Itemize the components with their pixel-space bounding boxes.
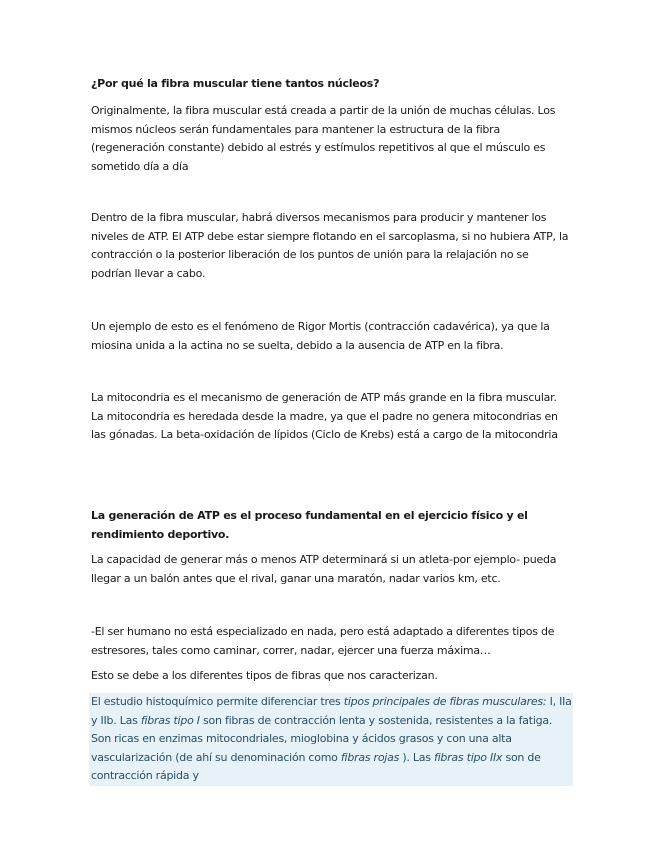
- hl-text-1: El estudio histoquímico permite diferenciar tres: [91, 695, 344, 708]
- hl-italic-fibras-tipo-iix: fibras tipo IIx: [433, 750, 503, 764]
- hl-text-4: ). Las: [399, 750, 434, 764]
- hl-italic-fibras-rojas: fibras rojas: [340, 750, 400, 764]
- paragraph-tipos-fibras: Esto se debe a los diferentes tipos de fibras que nos caracterizan.: [91, 669, 438, 682]
- paragraph-capacidad-atp: La capacidad de generar más o menos ATP determinará si un atleta-por ejemplo- pueda llegar a un balón antes que el rival, ganar una maratón, nadar varios km, etc.: [91, 553, 557, 585]
- heading-nucleos: ¿Por qué la fibra muscular tiene tantos núcleos?: [91, 77, 380, 90]
- paragraph-rigor-mortis: Un ejemplo de esto es el fenómeno de Rigor Mortis (contracción cadavérica), ya que la miosina unida a la actina no se suelta, debido a la ausencia de ATP en la fibra.: [91, 320, 550, 352]
- paragraph-ser-humano: -El ser humano no está especializado en nada, pero está adaptado a diferentes tipos de estresores, tales como caminar, correr, nadar, ejercer una fuerza máxima…: [91, 625, 555, 657]
- hl-text-5: son de contracción rápida y: [91, 750, 541, 782]
- paragraph-atp-niveles: Dentro de la fibra muscular, habrá diversos mecanismos para producir y mantener los niveles de ATP. El ATP debe estar siempre flotando en el sarcoplasma, si no hubiera ATP, la contracción o la posterior liberación de los puntos de unión para la relajación no se podrían llevar a cabo.: [91, 211, 569, 280]
- hl-italic-fibras-tipo-i: fibras tipo I: [140, 713, 200, 727]
- paragraph-mitocondria: La mitocondria es el mecanismo de generación de ATP más grande en la fibra muscular. La mitocondria es heredada desde la madre, ya que el padre no genera mitocondrias en las gónadas. La beta-oxidación de lípidos (Ciclo de Krebs) está a cargo de la mitocondria: [91, 391, 558, 441]
- heading-generacion-atp: La generación de ATP es el proceso fundamental en el ejercicio físico y el rendimiento deportivo.: [91, 509, 528, 541]
- highlighted-paragraph-histoquimico: [89, 693, 573, 786]
- hl-text-2: I, IIa y IIb. Las: [91, 695, 572, 727]
- hl-text-3: son fibras de contracción lenta y sostenida, resistentes a la fatiga. Son ricas en enzimas mitocondriales, mioglobina y ácidos grasos y con una alta vascularización (de ahí su denominación como: [91, 713, 553, 764]
- paragraph-nucleos: Originalmente, la fibra muscular está creada a partir de la unión de muchas células. Los mismos núcleos serán fundamentales para mantener la estructura de la fibra (regeneración constante) debido al estrés y estímulos repetitivos al que el músculo es sometido día a día: [91, 104, 556, 173]
- hl-italic-tipos-principales: tipos principales de fibras musculares:: [343, 695, 547, 708]
